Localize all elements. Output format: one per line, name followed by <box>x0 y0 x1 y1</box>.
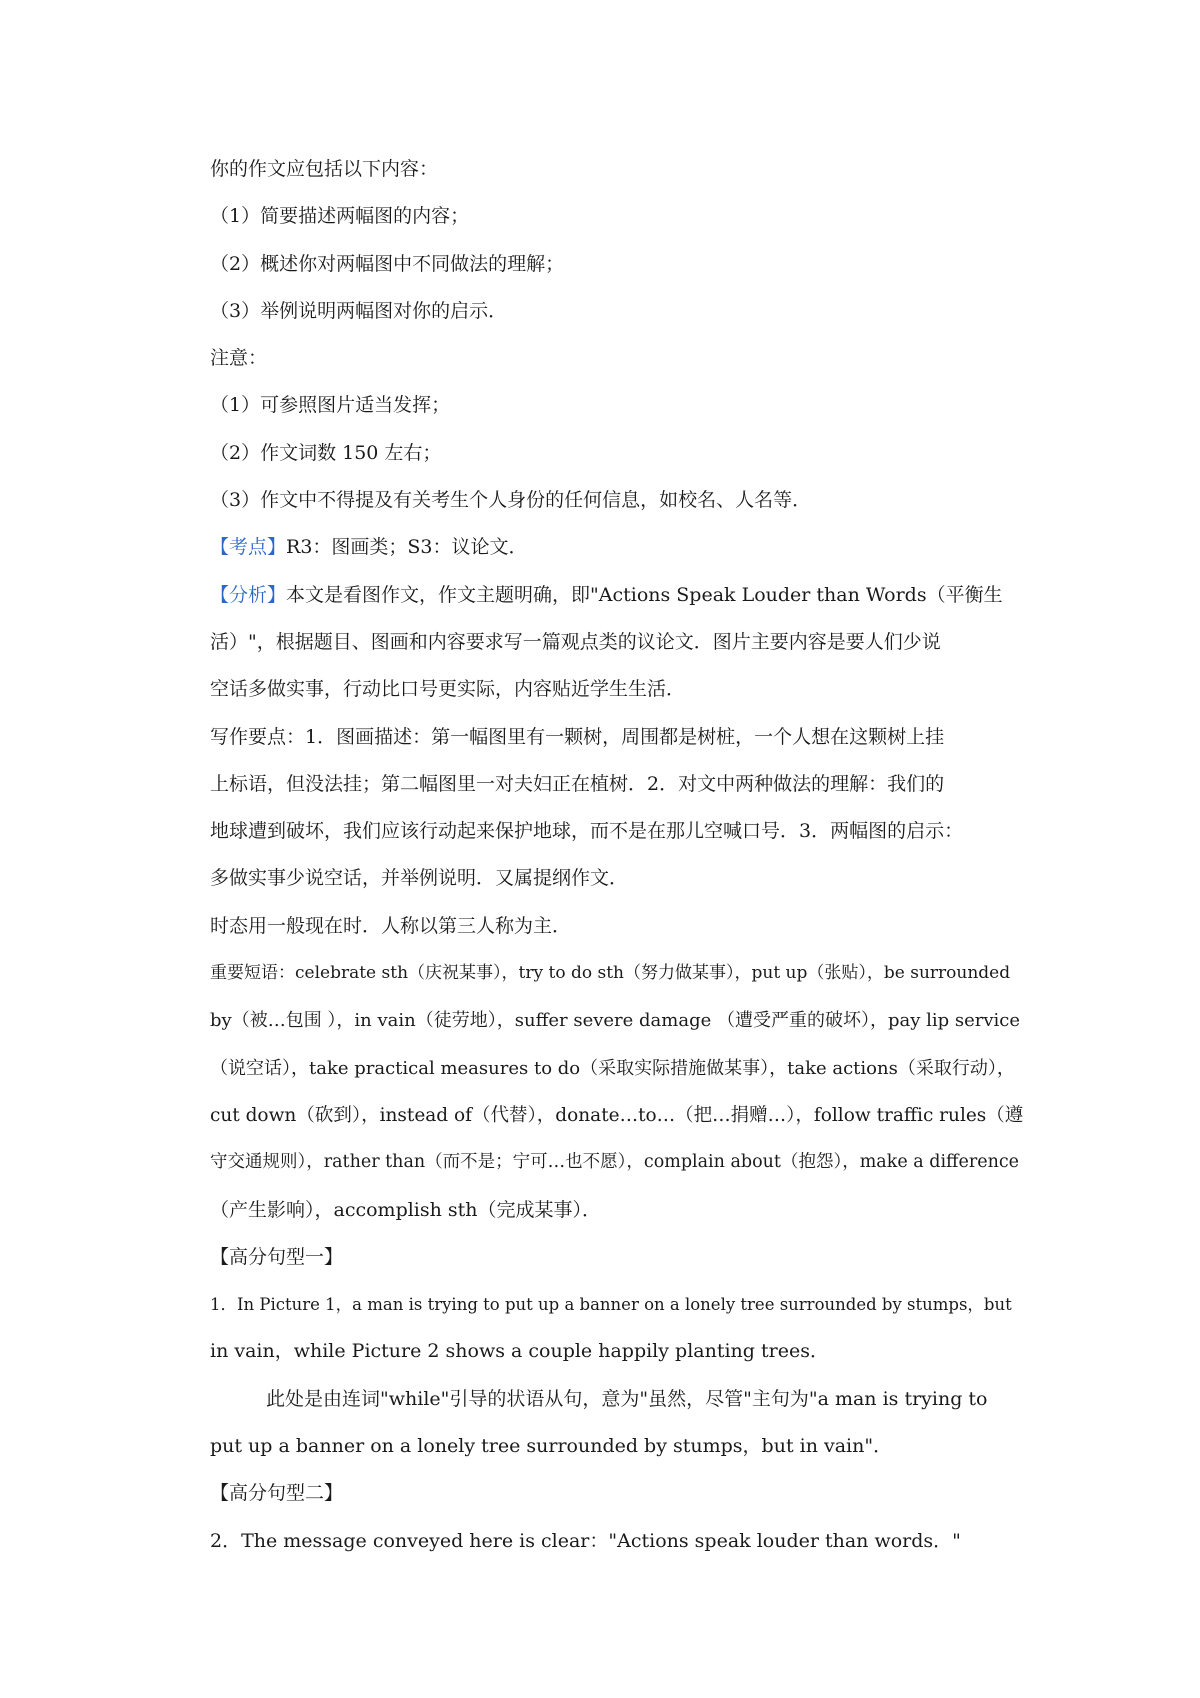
fenxi-tag: 【分析】 <box>210 583 287 606</box>
note-2: （2）作文词数 150 左右； <box>210 441 442 464</box>
tense-line: 时态用一般现在时．人称以第三人称为主． <box>210 914 572 937</box>
kaodian-tag: 【考点】 <box>210 536 287 559</box>
writing-points-line: 多做实事少说空话，并举例说明．又属提纲作文． <box>210 867 629 890</box>
pattern-1-explanation: 此处是由连词"while"引导的状语从句，意为"虽然，尽管"主句为"a man is trying to <box>266 1387 988 1410</box>
pattern-1-heading: 【高分句型一】 <box>210 1245 344 1268</box>
writing-points-line: 写作要点：1．图画描述：第一幅图里有一颗树，周围都是树桩，一个人想在这颗树上挂 <box>210 725 945 748</box>
document-page <box>210 146 1025 1565</box>
pattern-1-sentence: in vain，while Picture 2 shows a couple happily planting trees． <box>210 1340 829 1363</box>
requirement-2: （2）概述你对两幅图中不同做法的理解； <box>210 252 565 275</box>
requirement-3: （3）举例说明两幅图对你的启示． <box>210 299 508 322</box>
fenxi-line: 【分析】本文是看图作文，作文主题明确，即"Actions Speak Louder than Words（平衡生 <box>210 583 1003 606</box>
phrases-line: （产生影响），accomplish sth（完成某事）． <box>210 1198 602 1221</box>
phrases-line: （说空话），take practical measures to do（采取实际措施做某事），take actions（采取行动）， <box>210 1057 1015 1079</box>
fenxi-line: 空话多做实事，行动比口号更实际，内容贴近学生生活． <box>210 678 686 701</box>
phrases-line: cut down（砍到），instead of（代替），donate…to…（把…捐赠…），follow traffic rules（遵 <box>210 1104 1024 1126</box>
requirements-heading: 你的作文应包括以下内容： <box>210 158 439 180</box>
pattern-1-explanation: put up a banner on a lonely tree surrounded by stumps，but in vain"． <box>210 1435 893 1458</box>
phrases-line: 守交通规则），rather than（而不是；宁可…也不愿），complain about（抱怨），make a difference <box>210 1152 1019 1173</box>
phrases-line: 重要短语：celebrate sth（庆祝某事），try to do sth（努力做某事），put up（张贴），be surrounded <box>210 963 1011 984</box>
pattern-2-heading: 【高分句型二】 <box>210 1482 344 1505</box>
requirement-1: （1）简要描述两幅图的内容； <box>210 205 470 228</box>
kaodian-line: 【考点】R3：图画类；S3：议论文． <box>210 536 528 559</box>
pattern-2-sentence: 2．The message conveyed here is clear："Actions speak louder than words．" <box>210 1529 961 1552</box>
writing-points-line: 上标语，但没法挂；第二幅图里一对夫妇正在植树．2．对文中两种做法的理解：我们的 <box>210 772 945 795</box>
phrases-line: by（被…包围 ），in vain（徒劳地），suffer severe damage （遭受严重的破坏），pay lip service <box>210 1010 1021 1032</box>
pattern-1-sentence: 1．In Picture 1，a man is trying to put up a banner on a lonely tree surrounded by stumps，but <box>210 1295 1012 1315</box>
notes-heading: 注意： <box>210 347 268 370</box>
fenxi-line: 活）"，根据题目、图画和内容要求写一篇观点类的议论文．图片主要内容是要人们少说 <box>210 630 941 653</box>
note-1: （1）可参照图片适当发挥； <box>210 394 451 417</box>
note-3: （3）作文中不得提及有关考生个人身份的任何信息，如校名、人名等． <box>210 489 812 512</box>
writing-points-line: 地球遭到破坏，我们应该行动起来保护地球，而不是在那儿空喊口号．3．两幅图的启示： <box>210 820 964 843</box>
